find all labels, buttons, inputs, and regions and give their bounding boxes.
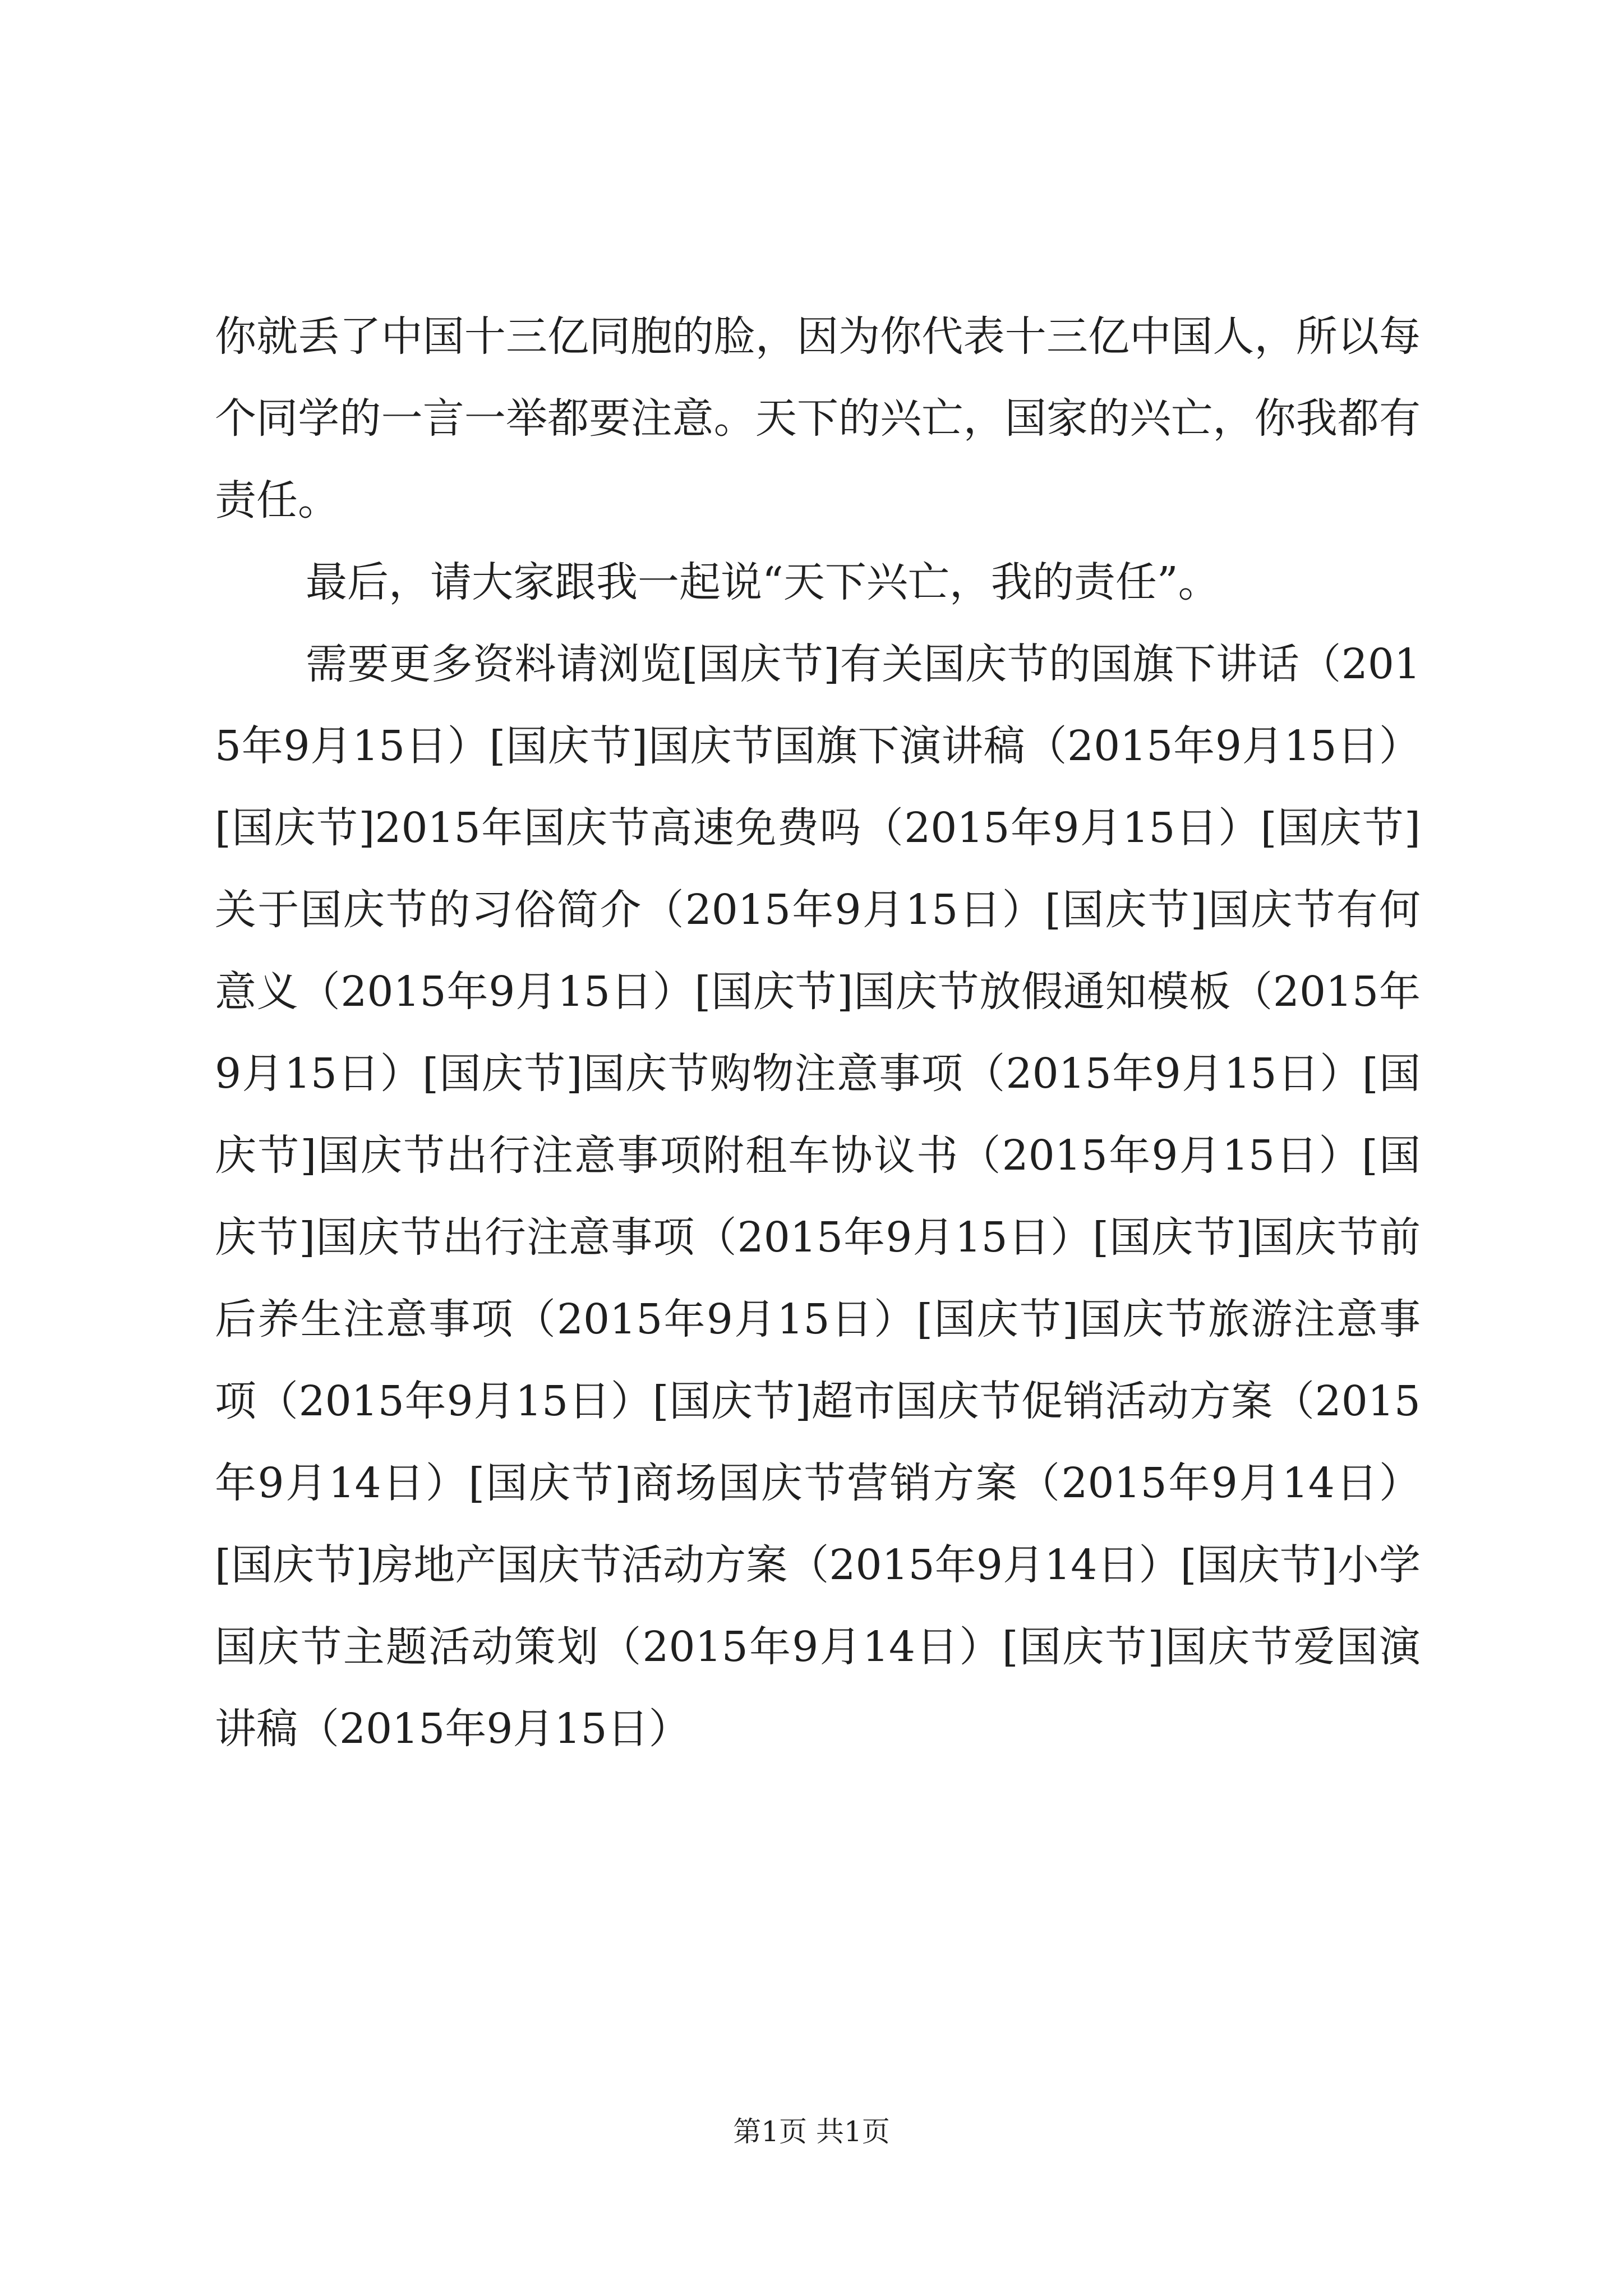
page-footer: 第1页 共1页: [733, 2115, 890, 2148]
paragraph-closing: 最后，请大家跟我一起说“天下兴亡，我的责任”。: [306, 558, 1220, 606]
paragraph-related-links: 需要更多资料请浏览[国庆节]有关国庆节的国旗下讲话（2015年9月15日）[国庆节]国庆节国旗下演讲稿（2015年9月15日）[国庆节]2015年国庆节高速免费吗（2015年9月15日）[国庆节]关于国庆节的习俗简介（2015年9月15日）[国庆节]国庆节有何意义（2015年9月15日）[国庆节]国庆节放假通知模板（2015年9月15日）[国庆节]国庆节购物注意事项（2015年9月15日）[国庆节]国庆节出行注意事项附租车协议书（2015年9月15日）[国庆节]国庆节出行注意事项（2015年9月15日）[国庆节]国庆节前后养生注意事项（2015年9月15日）[国庆节]国庆节旅游注意事项（2015年9月15日）[国庆节]超市国庆节促销活动方案（2015年9月14日）[国庆节]商场国庆节营销方案（2015年9月14日）[国庆节]房地产国庆节活动方案（2015年9月14日）[国庆节]小学国庆节主题活动策划（2015年9月14日）[国庆节]国庆节爱国演讲稿（2015年9月15日）: [215, 640, 1421, 1753]
document-body: [215, 296, 1421, 1770]
paragraph-continuation: 你就丢了中国十三亿同胞的脸，因为你代表十三亿中国人，所以每个同学的一言一举都要注意。天下的兴亡，国家的兴亡，你我都有责任。: [215, 312, 1421, 524]
